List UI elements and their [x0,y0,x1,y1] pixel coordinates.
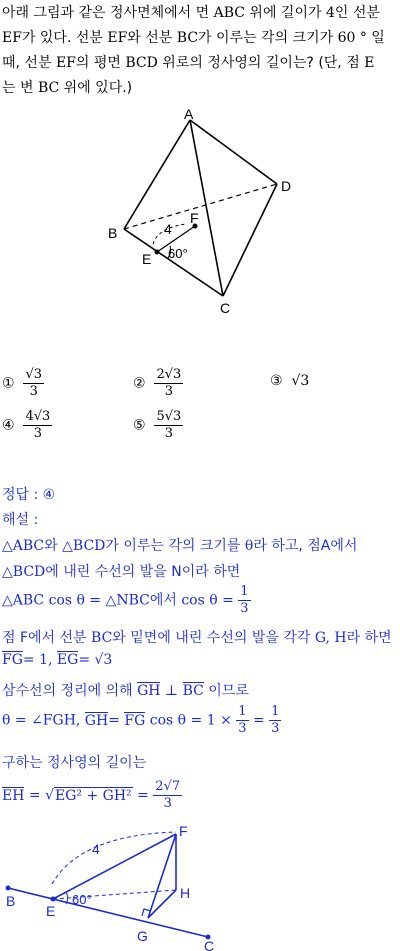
solution-line-1: △ABC와 △BCD가 이루는 각의 크기를 θ라 하고, 점A에서 [2,538,358,554]
tetrahedron-figure [0,100,400,320]
solution-line-7: θ = ∠FGH, GH= FG cos θ = 1 × $\frac{1}{3}$ = $\frac{1}{3}$ [2,704,280,736]
question-line-3: 때, 선분 EF의 평면 BCD 위로의 정사영의 길이는? (단, 점 E [2,55,375,71]
choice-2[interactable]: ② $\frac{2√3}{3}$ [133,367,182,399]
edge-ad [190,120,277,184]
label-length: 4 [92,841,100,857]
edge-dc [223,184,277,296]
label-b: B [6,893,16,909]
solution-line-2: △BCD에 내린 수선의 발을 N이라 하면 [2,564,241,580]
solution-line-3: △ABC cos θ = △NBC에서 cos θ = $\frac{1}{3}$ [2,584,249,616]
label-h: H [180,885,191,901]
label-e: E [142,251,152,267]
label-length: 4 [164,221,172,237]
choice-3[interactable]: ③ √3 [270,373,310,389]
label-d: D [281,178,292,194]
label-c: C [204,938,215,951]
label-c: C [220,300,231,316]
solution-line-9: EH = √EG² + GH² = $\frac{2√7}{3}$ [2,779,181,811]
label-b: B [108,225,118,241]
solution-line-4: 점 F에서 선분 BC와 밑면에 내린 수선의 발을 각각 G, H라 하면 [2,630,392,646]
solution-line-8: 구하는 정사영의 길이는 [2,755,147,771]
length-arc [52,832,176,884]
label-f: F [190,210,199,226]
question-line-2: EF가 있다. 선분 EF와 선분 BC가 이루는 각의 크기가 60 ° 일 [2,30,385,46]
question-line-1: 아래 그림과 같은 정사면체에서 면 ABC 위에 길이가 4인 선분 [2,5,380,21]
choice-1[interactable]: ① $\frac{√3}{3}$ [2,367,43,399]
choice-5[interactable]: ⑤ $\frac{5√3}{3}$ [133,409,182,441]
point-e [155,250,160,255]
answer-line: 정답 : ④ [2,487,56,503]
edge-bc [124,229,223,296]
label-angle: 60° [168,246,188,261]
point-b [6,886,11,891]
question-line-4: 는 변 BC 위에 있다.) [2,80,133,96]
label-a: A [184,106,194,122]
solution-line-5: FG= 1, EG= √3 [2,652,113,668]
label-f: F [179,823,188,839]
line-bc [8,888,208,937]
label-angle: 60° [72,892,92,907]
label-e: E [46,903,56,919]
solution-header: 해설 : [2,512,39,528]
projection-figure [0,820,400,951]
choice-4[interactable]: ④ $\frac{4√3}{3}$ [2,409,51,441]
point-e [51,897,56,902]
label-g: G [137,928,148,944]
solution-line-6: 삼수선의 정리에 의해 GH ⊥ BC 이므로 [2,683,249,699]
